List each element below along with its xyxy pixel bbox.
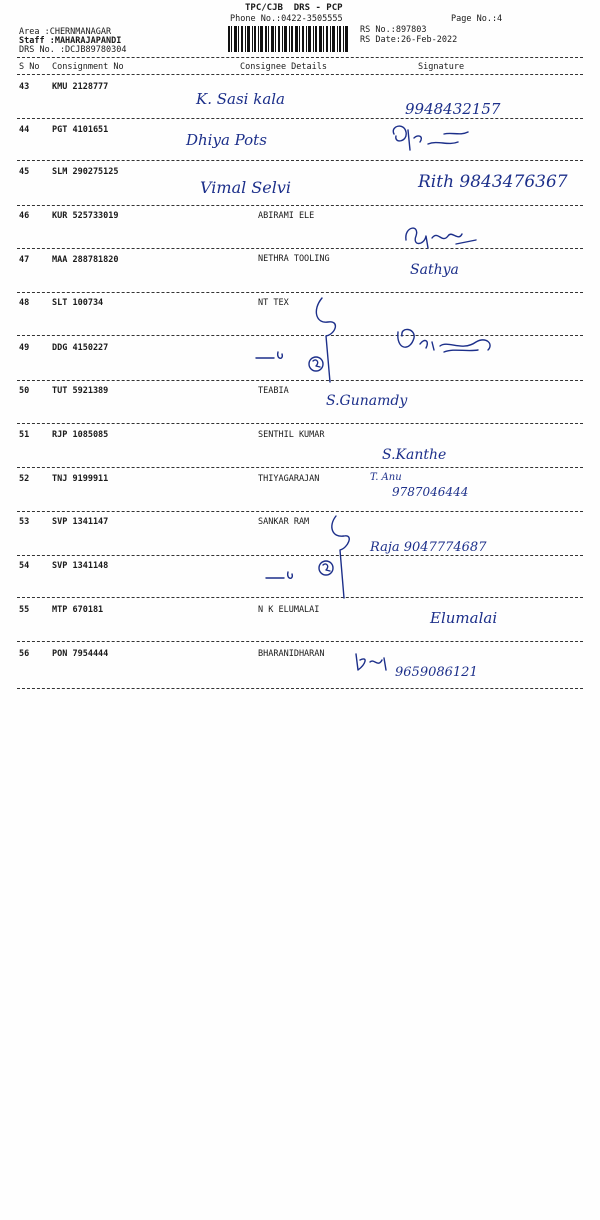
row-sno: 46 [19,211,30,221]
row-sno: 53 [19,517,30,527]
row-details: N K ELUMALAI [258,605,320,615]
row-consignment: SVP 1341148 [52,561,109,571]
row-divider [17,423,583,424]
handwritten-phone-43: 9948432157 [405,100,501,118]
row-sno: 51 [19,430,30,440]
handwritten-name-44: Dhiya Pots [186,131,267,149]
row-sno: 48 [19,298,30,308]
bracket-mark-53-54 [256,512,366,602]
handwritten-sig-52: T. Anu [370,472,402,483]
header-divider-top [17,57,583,58]
row-details: BHARANIDHARAN [258,649,325,659]
row-consignment: SLT 100734 [52,298,104,308]
row-details: SANKAR RAM [258,517,310,527]
col-signature: Signature [418,62,465,72]
row-consignment: MTP 670181 [52,605,104,615]
page-number: Page No.:4 [451,14,503,24]
row-details: NETHRA TOOLING [258,254,330,264]
handwritten-name-45: Vimal Selvi [200,178,292,197]
row-divider [17,467,583,468]
col-consignment: Consignment No [52,62,124,72]
row-consignment: TUT 5921389 [52,386,109,396]
sheet-title: TPC/CJB DRS - PCP [245,3,343,13]
row-divider [17,292,583,293]
row-details: THIYAGARAJAN [258,474,320,484]
row-consignment: TNJ 9199911 [52,474,109,484]
row-sno: 44 [19,125,30,135]
handwritten-sig-51: S.Kanthe [382,447,447,463]
row-divider [17,641,583,642]
row-details: TEABIA [258,386,289,396]
row-sno: 56 [19,649,30,659]
col-sno: S No [19,62,40,72]
handwritten-name-43: K. Sasi kala [196,90,285,108]
row-divider [17,688,583,689]
row-details: SENTHIL KUMAR [258,430,325,440]
barcode-icon [228,26,348,52]
row-consignment: KUR 525733019 [52,211,119,221]
row-consignment: PON 7954444 [52,649,109,659]
row-consignment: SVP 1341147 [52,517,109,527]
handwritten-sig-55: Elumalai [430,609,498,627]
row-consignment: SLM 290275125 [52,167,119,177]
row-divider [17,248,583,249]
signature-46 [402,220,482,254]
row-sno: 45 [19,167,30,177]
row-consignment: DDG 4150227 [52,343,109,353]
row-consignment: MAA 288781820 [52,255,119,265]
table-row [0,100,600,140]
row-consignment: KMU 2128777 [52,82,109,92]
signature-48-49 [392,322,500,360]
row-details: ABIRAMI ELE [258,211,315,221]
row-sno: 55 [19,605,30,615]
drs-number: DRS No. :DCJB89780304 [19,45,127,55]
row-consignment: RJP 1085085 [52,430,109,440]
phone-number: Phone No.:0422-3505555 [230,14,343,24]
rs-date: RS Date:26-Feb-2022 [360,35,458,45]
row-sno: 49 [19,343,30,353]
header-divider-bottom [17,74,583,75]
area-label: Area :CHERNMANAGAR [19,27,112,37]
bracket-mark-48-49 [246,294,356,386]
row-sno: 54 [19,561,30,571]
row-sno: 43 [19,82,30,92]
handwritten-sig-45: Rith 9843476367 [418,172,568,192]
row-consignment: PGT 4101651 [52,125,109,135]
handwritten-sig-50: S.Gunamdy [326,393,408,409]
row-divider [17,205,583,206]
handwritten-phone-56: 9659086121 [395,665,478,680]
col-details: Consignee Details [240,62,327,72]
signature-56 [352,650,392,674]
handwritten-phone-52: 9787046444 [392,485,469,499]
signature-44 [388,120,478,160]
row-sno: 50 [19,386,30,396]
row-details: NT TEX [258,298,289,308]
handwritten-sig-47: Sathya [410,262,459,278]
handwritten-sig-53: Raja 9047774687 [370,540,487,555]
staff-label: Staff :MAHARAJAPANDI [19,36,122,46]
row-sno: 52 [19,474,30,484]
row-divider [17,160,583,161]
row-divider [17,118,583,119]
row-sno: 47 [19,255,30,265]
rs-number: RS No.:897803 [360,25,427,35]
